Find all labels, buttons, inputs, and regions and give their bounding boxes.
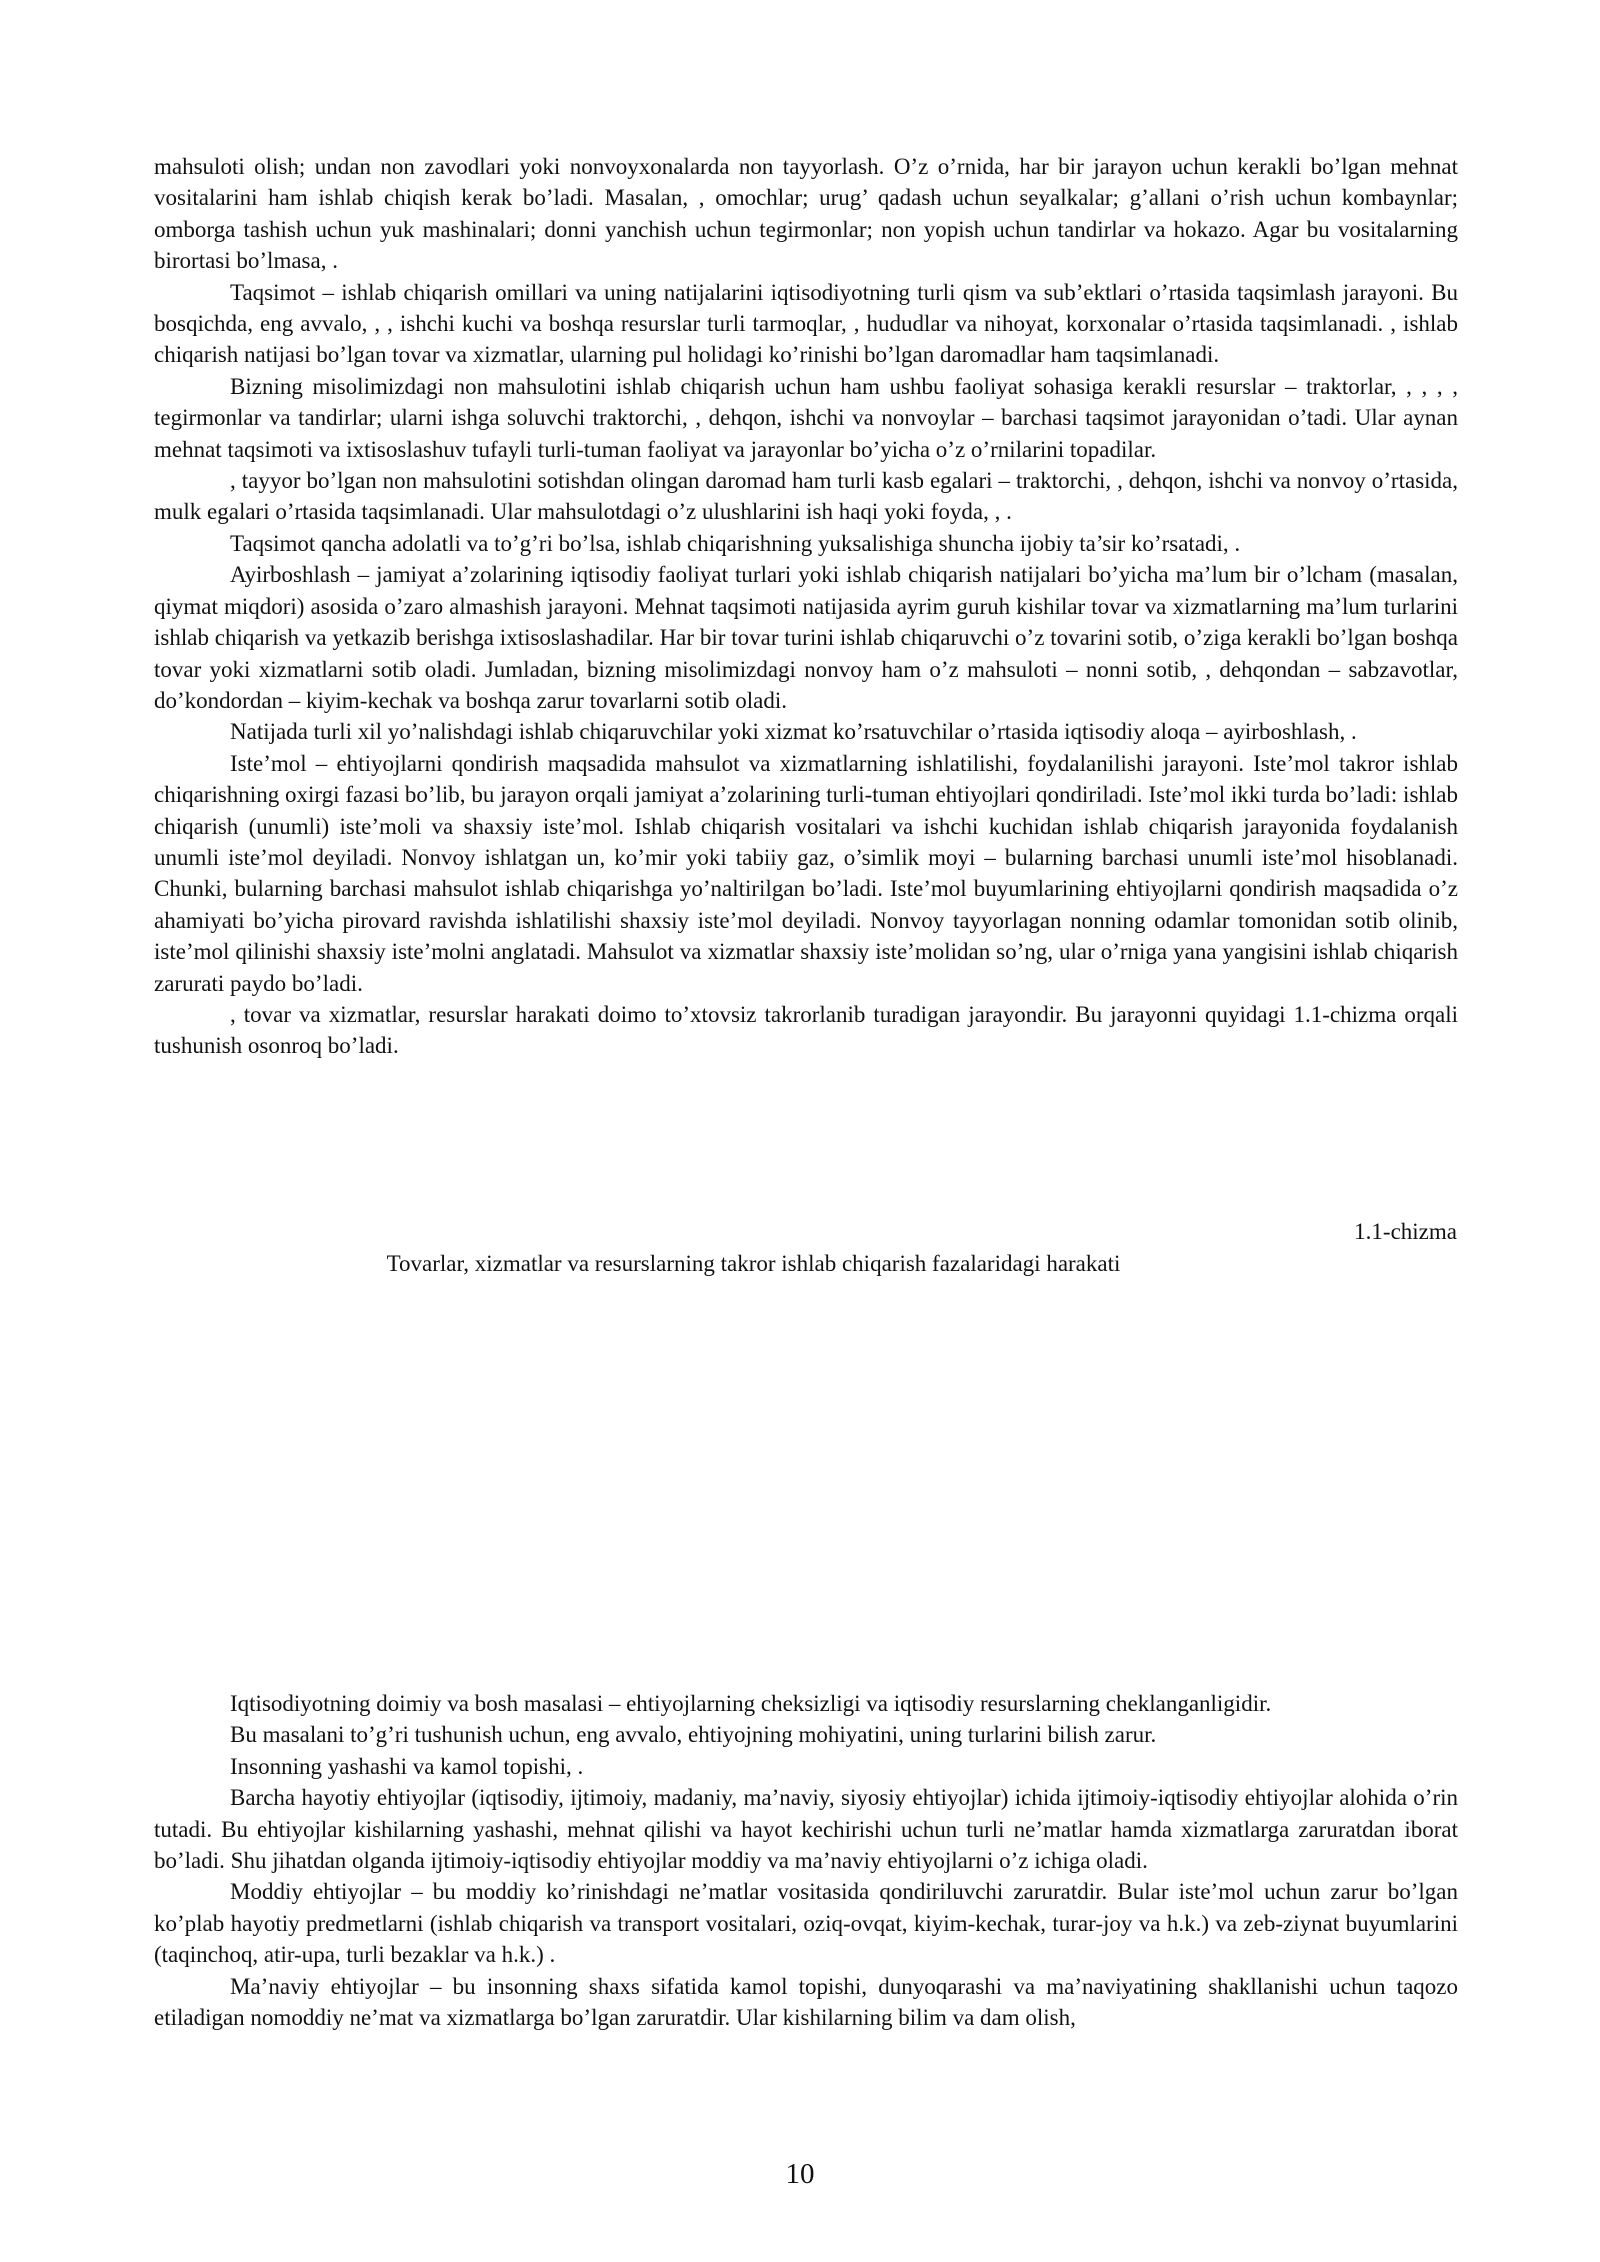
paragraph-material-needs: Moddiy ehtiyojlar – bu moddiy ko’rinishdagi ne’matlar vositasida qondiriluvchi zaruratdir. Bular iste’mol uchun zarur bo’lgan ko’plab hayotiy predmetlarni (ishlab chiqarish va transport vositalari, oziq-ovqat, kiyim-kechak, turar-joy va h.k.) va zeb-ziynat buyumlarini (taqinchoq, atir-upa, turli bezaklar va h.k.) . [154, 1879, 1458, 1968]
figure-title: Tovarlar, xizmatlar va resurslarning takror ishlab chiqarish fazalaridagi harakati [386, 1251, 1121, 1276]
paragraph-natijada: Natijada turli xil yo’nalishdagi ishlab chiqaruvchilar yoki xizmat ko’rsatuvchilar o’rtasida iqtisodiy aloqa – ayirboshlash, . [230, 719, 1357, 745]
paragraph-istemol: Iste’mol – ehtiyojlarni qondirish maqsadida mahsulot va xizmatlarning ishlatilishi, foydalanilishi jarayoni. Iste’mol takror ishlab chiqarishning oxirgi fazasi bo’lib, bu jarayon orqali jamiyat a’zolarining turli-tuman ehtiyojlari qondiriladi. Iste’mol ikki turda bo’ladi: ishlab chiqarish (unumli) iste’moli va shaxsiy iste’mol. Ishlab chiqarish vositalari va ishchi kuchidan ishlab chiqarish jarayonida foydalanish unumli iste’mol deyiladi. Nonvoy ishlatgan un, ko’mir yoki tabiiy gaz, o’simlik moyi – bularning barchasi unumli iste’mol hisoblanadi. Chunki, bularning barchasi mahsulot ishlab chiqarishga yo’naltirilgan bo’ladi. Iste’mol buyumlarining ehtiyojlarni qondirish maqsadida o’z ahamiyati bo’yicha pirovard ravishda ishlatilishi shaxsiy iste’mol deyiladi. Nonvoy tayyorlagan nonning odamlar tomonidan sotib olinib, iste’mol qilinishi shaxsiy iste’molni anglatadi. Mahsulot va xizmatlar shaxsiy iste’molidan so’ng, ular o’rniga yana yangisini ishlab chiqarish zarurati paydo bo’ladi. [154, 750, 1458, 996]
paragraph-human-development: Insonning yashashi va kamol topishi, . [230, 1753, 584, 1779]
page-number: 10 [785, 2158, 815, 2190]
paragraph-non-example: Bizning misolimizdagi non mahsulotini ishlab chiqarish uchun ham ushbu faoliyat sohasiga kerakli resurslar – traktorlar, , , , , tegirmonlar va tandirlar; ularni ishga soluvchi traktorchi, , dehqon, ishchi va nonvoylar – barchasi taqsimot jarayonidan o’tadi. Ular aynan mehnat taqsimoti va ixtisoslashuv tufayli turli-tuman faoliyat va jarayonlar bo’yicha o’z o’rnilarini topadilar. [154, 373, 1458, 462]
paragraph-life-needs: Barcha hayotiy ehtiyojlar (iqtisodiy, ijtimoiy, madaniy, ma’naviy, siyosiy ehtiyojlar) ichida ijtimoiy-iqtisodiy ehtiyojlar alohida o’rin tutadi. Bu ehtiyojlar kishilarning yashashi, mehnat qilishi va hayot kechirishi uchun turli ne’matlar hamda xizmatlarga zaruratdan iborat bo’ladi. Shu jihatdan olganda ijtimoiy-iqtisodiy ehtiyojlar moddiy va ma’naviy ehtiyojlarni o’z ichiga oladi. [154, 1785, 1458, 1874]
body-text-bottom [154, 1688, 1458, 2033]
paragraph-main-problem: Iqtisodiyotning doimiy va bosh masalasi – ehtiyojlarning cheksizligi va iqtisodiy resurslarning cheklanganligidir. [230, 1691, 1272, 1716]
paragraph-figure-intro: , tovar va xizmatlar, resurslar harakati doimo to’xtovsiz takrorlanib turadigan jarayondir. Bu jarayonni quyidagi 1.1-chizma orqali tushunish osonroq bo’ladi. [154, 1001, 1458, 1059]
paragraph-ayirboshlash: Ayirboshlash – jamiyat a’zolarining iqtisodiy faoliyat turlari yoki ishlab chiqarish natijalari bo’yicha ma’lum bir o’lcham (masalan, qiymat miqdori) asosida o’zaro almashish jarayoni. Mehnat taqsimoti natijasida ayrim guruh kishilar tovar va xizmatlarning ma’lum turlarini ishlab chiqarish va yetkazib berishga ixtisoslashadilar. Har bir tovar turini ishlab chiqaruvchi o’z tovarini sotib, o’ziga kerakli bo’lgan boshqa tovar yoki xizmatlarni sotib oladi. Jumladan, bizning misolimizdagi nonvoy ham o’z mahsuloti – nonni sotib, , dehqondan – sabzavotlar, do’kondordan – kiyim-kechak va boshqa zarur tovarlarni sotib oladi. [154, 562, 1458, 713]
figure-number: 1.1-chizma [1354, 1219, 1457, 1244]
paragraph-fairness: Taqsimot qancha adolatli va to’g’ri bo’lsa, ishlab chiqarishning yuksalishiga shuncha ijobiy ta’sir ko’rsatadi, . [230, 530, 1241, 556]
paragraph-continuation: mahsuloti olish; undan non zavodlari yoki nonvoyxonalarda non tayyorlash. O’z o’rnida, har bir jarayon uchun kerakli bo’lgan mehnat vositalarini ham ishlab chiqish kerak bo’ladi. Masalan, , omochlar; urug’ qadash uchun seyalkalar; g’allani o’rish uchun kombaynlar; omborga tashish uchun yuk mashinalari; donni yanchish uchun tegirmonlar; non yopish uchun tandirlar va hokazo. Agar bu vositalarning birortasi bo’lmasa, . [154, 154, 1458, 274]
paragraph-income-distribution: , tayyor bo’lgan non mahsulotini sotishdan olingan daromad ham turli kasb egalari – traktorchi, , dehqon, ishchi va nonvoy o’rtasida, mulk egalari o’rtasida taqsimlanadi. Ular mahsulotdagi o’z ulushlarini ish haqi yoki foyda, , . [154, 468, 1458, 525]
body-text-top [154, 151, 1458, 1062]
paragraph-need-essence: Bu masalani to’g’ri tushunish uchun, eng avvalo, ehtiyojning mohiyatini, uning turlarini bilish zarur. [230, 1722, 1157, 1748]
figure-blank-area [154, 1285, 1458, 1680]
paragraph-spiritual-needs: Ma’naviy ehtiyojlar – bu insonning shaxs sifatida kamol topishi, dunyoqarashi va ma’naviyatining shakllanishi uchun taqozo etiladigan nomoddiy ne’mat va xizmatlarga bo’lgan zaruratdir. Ular kishilarning bilim va dam olish, [154, 1973, 1458, 2031]
paragraph-taqsimot: Taqsimot – ishlab chiqarish omillari va uning natijalarini iqtisodiyotning turli qism va sub’ektlari o’rtasida taqsimlash jarayoni. Bu bosqichda, eng avvalo, , , ishchi kuchi va boshqa resurslar turli tarmoqlar, , hududlar va nihoyat, korxonalar o’rtasida taqsimlanadi. , ishlab chiqarish natijasi bo’lgan tovar va xizmatlar, ularning pul holidagi ko’rinishi bo’lgan daromadlar ham taqsimlanadi. [154, 279, 1458, 368]
